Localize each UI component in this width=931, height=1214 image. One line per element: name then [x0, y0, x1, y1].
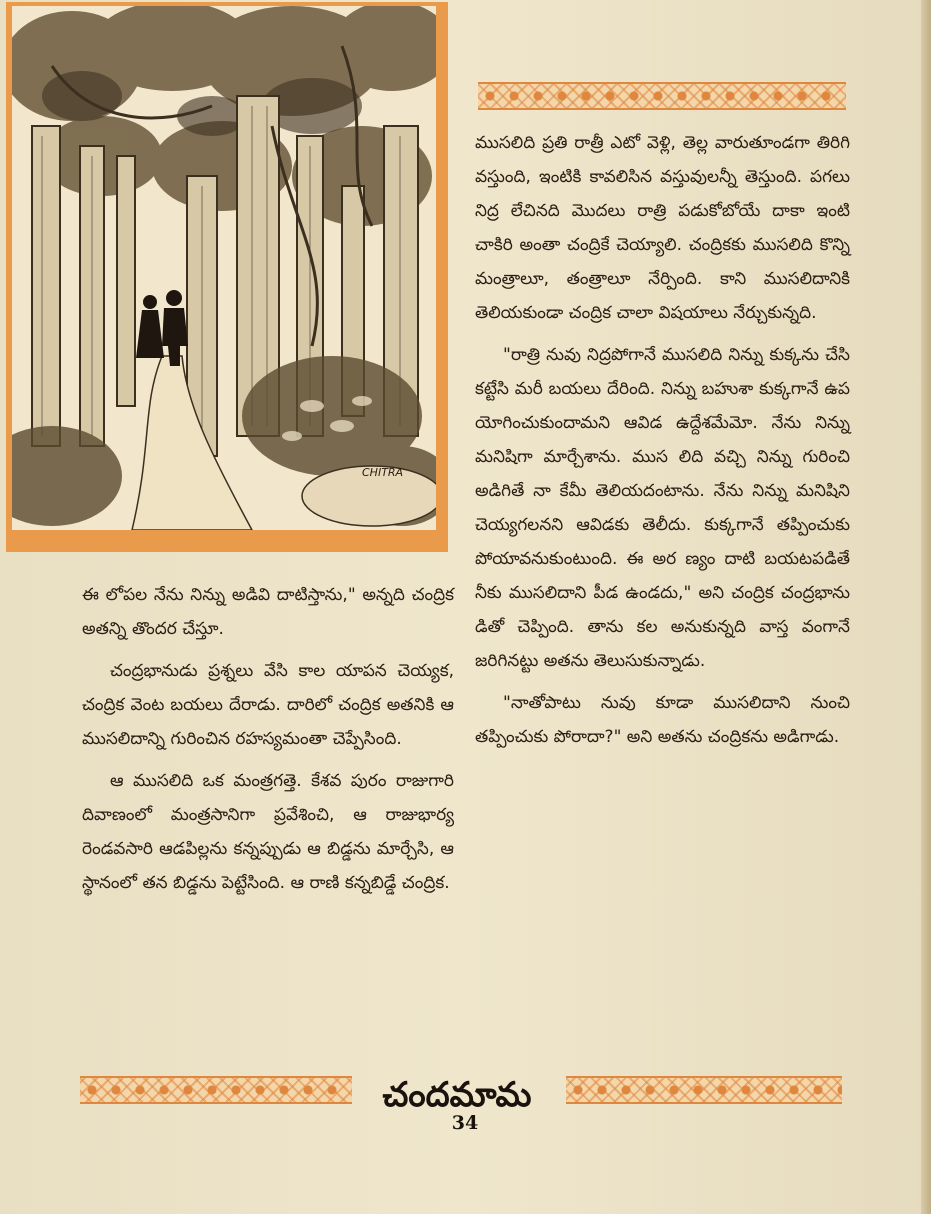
- right-column: [475, 126, 850, 762]
- decorative-border-footer-right: [566, 1076, 842, 1104]
- left-paragraph-2: చంద్రభానుడు ప్రశ్నలు వేసి కాల యాపన చెయ్యక, చంద్రిక వెంట బయలు దేరాడు. దారిలో చంద్రిక అతనికి ఆ ముసలిదాన్ని గురించిన రహస్యమంతా చెప్పేసింది.: [82, 661, 454, 749]
- magazine-title: చందమామ: [382, 1075, 532, 1115]
- illustrator-signature: CHITRA: [362, 466, 404, 479]
- page-edge-shadow: [921, 0, 931, 1214]
- forest-drawing: [12, 6, 436, 530]
- left-paragraph-3: ఆ ముసలిది ఒక మంత్రగత్తె. కేశవ పురం రాజుగారి దివాణంలో మంత్రసానిగా ప్రవేశించి, ఆ రాజుభార్య రెండవసారి ఆడపిల్లను కన్నప్పుడు ఆ బిడ్డను మార్చేసి, ఆ స్థానంలో తన బిడ్డను పెట్టేసింది. ఆ రాణి కన్నబిడ్డే చంద్రిక.: [82, 771, 454, 893]
- page-number: 34: [451, 1112, 479, 1134]
- right-paragraph-3: "నాతోపాటు నువు కూడా ముసలిదాని నుంచి తప్పించుకు పోరాదా?" అని అతను చంద్రికను అడిగాడు.: [475, 693, 850, 747]
- decorative-border-top: [478, 82, 846, 110]
- left-column: [82, 578, 454, 908]
- left-paragraph-1: ఈ లోపల నేను నిన్ను అడివి దాటిస్తాను," అన్నది చంద్రిక అతన్ని తొందర చేస్తూ.: [82, 585, 454, 639]
- forest-illustration: [6, 2, 448, 552]
- decorative-border-footer-left: [80, 1076, 352, 1104]
- right-paragraph-2: "రాత్రి నువు నిద్రపోగానే ముసలిది నిన్ను కుక్కను చేసి కట్టేసి మరీ బయలు దేరింది. నిన్ను బహుశా కుక్కగానే ఉప యోగించుకుందామని ఆవిడ ఉద్దేశమేమో. నేను నిన్ను మనిషిగా మార్చేశాను. ముస లిది వచ్చి నిన్ను గురించి అడిగితే నా కేమీ తెలియదంటాను. నేను నిన్ను మనిషిని చెయ్యగలనని ఆవిడకు తెలీదు. కుక్కగానే తప్పించుకు పోయావనుకుంటుంది. ఈ అర ణ్యం దాటి బయటపడితే నీకు ముసలిదాని పీడ ఉండదు," అని చంద్రిక చంద్రభాను డితో చెప్పింది. తాను కల అనుకున్నది వాస్త వంగానే జరిగినట్టు అతను తెలుసుకున్నాడు.: [475, 345, 850, 671]
- right-paragraph-1: ముసలిది ప్రతి రాత్రీ ఎటో వెళ్లి, తెల్ల వారుతూండగా తిరిగి వస్తుంది, ఇంటికి కావలిసిన వస్తువులన్నీ తెస్తుంది. పగలు నిద్ర లేచినది మొదలు రాత్రి పడుకోబోయే దాకా ఇంటి చాకిరి అంతా చంద్రికే చెయ్యాలి. చంద్రికకు ముసలిది కొన్ని మంత్రాలూ, తంత్రాలూ నేర్పింది. కాని ముసలిదానికి తెలియకుండా చంద్రిక చాలా విషయాలు నేర్చుకున్నది.: [475, 133, 850, 323]
